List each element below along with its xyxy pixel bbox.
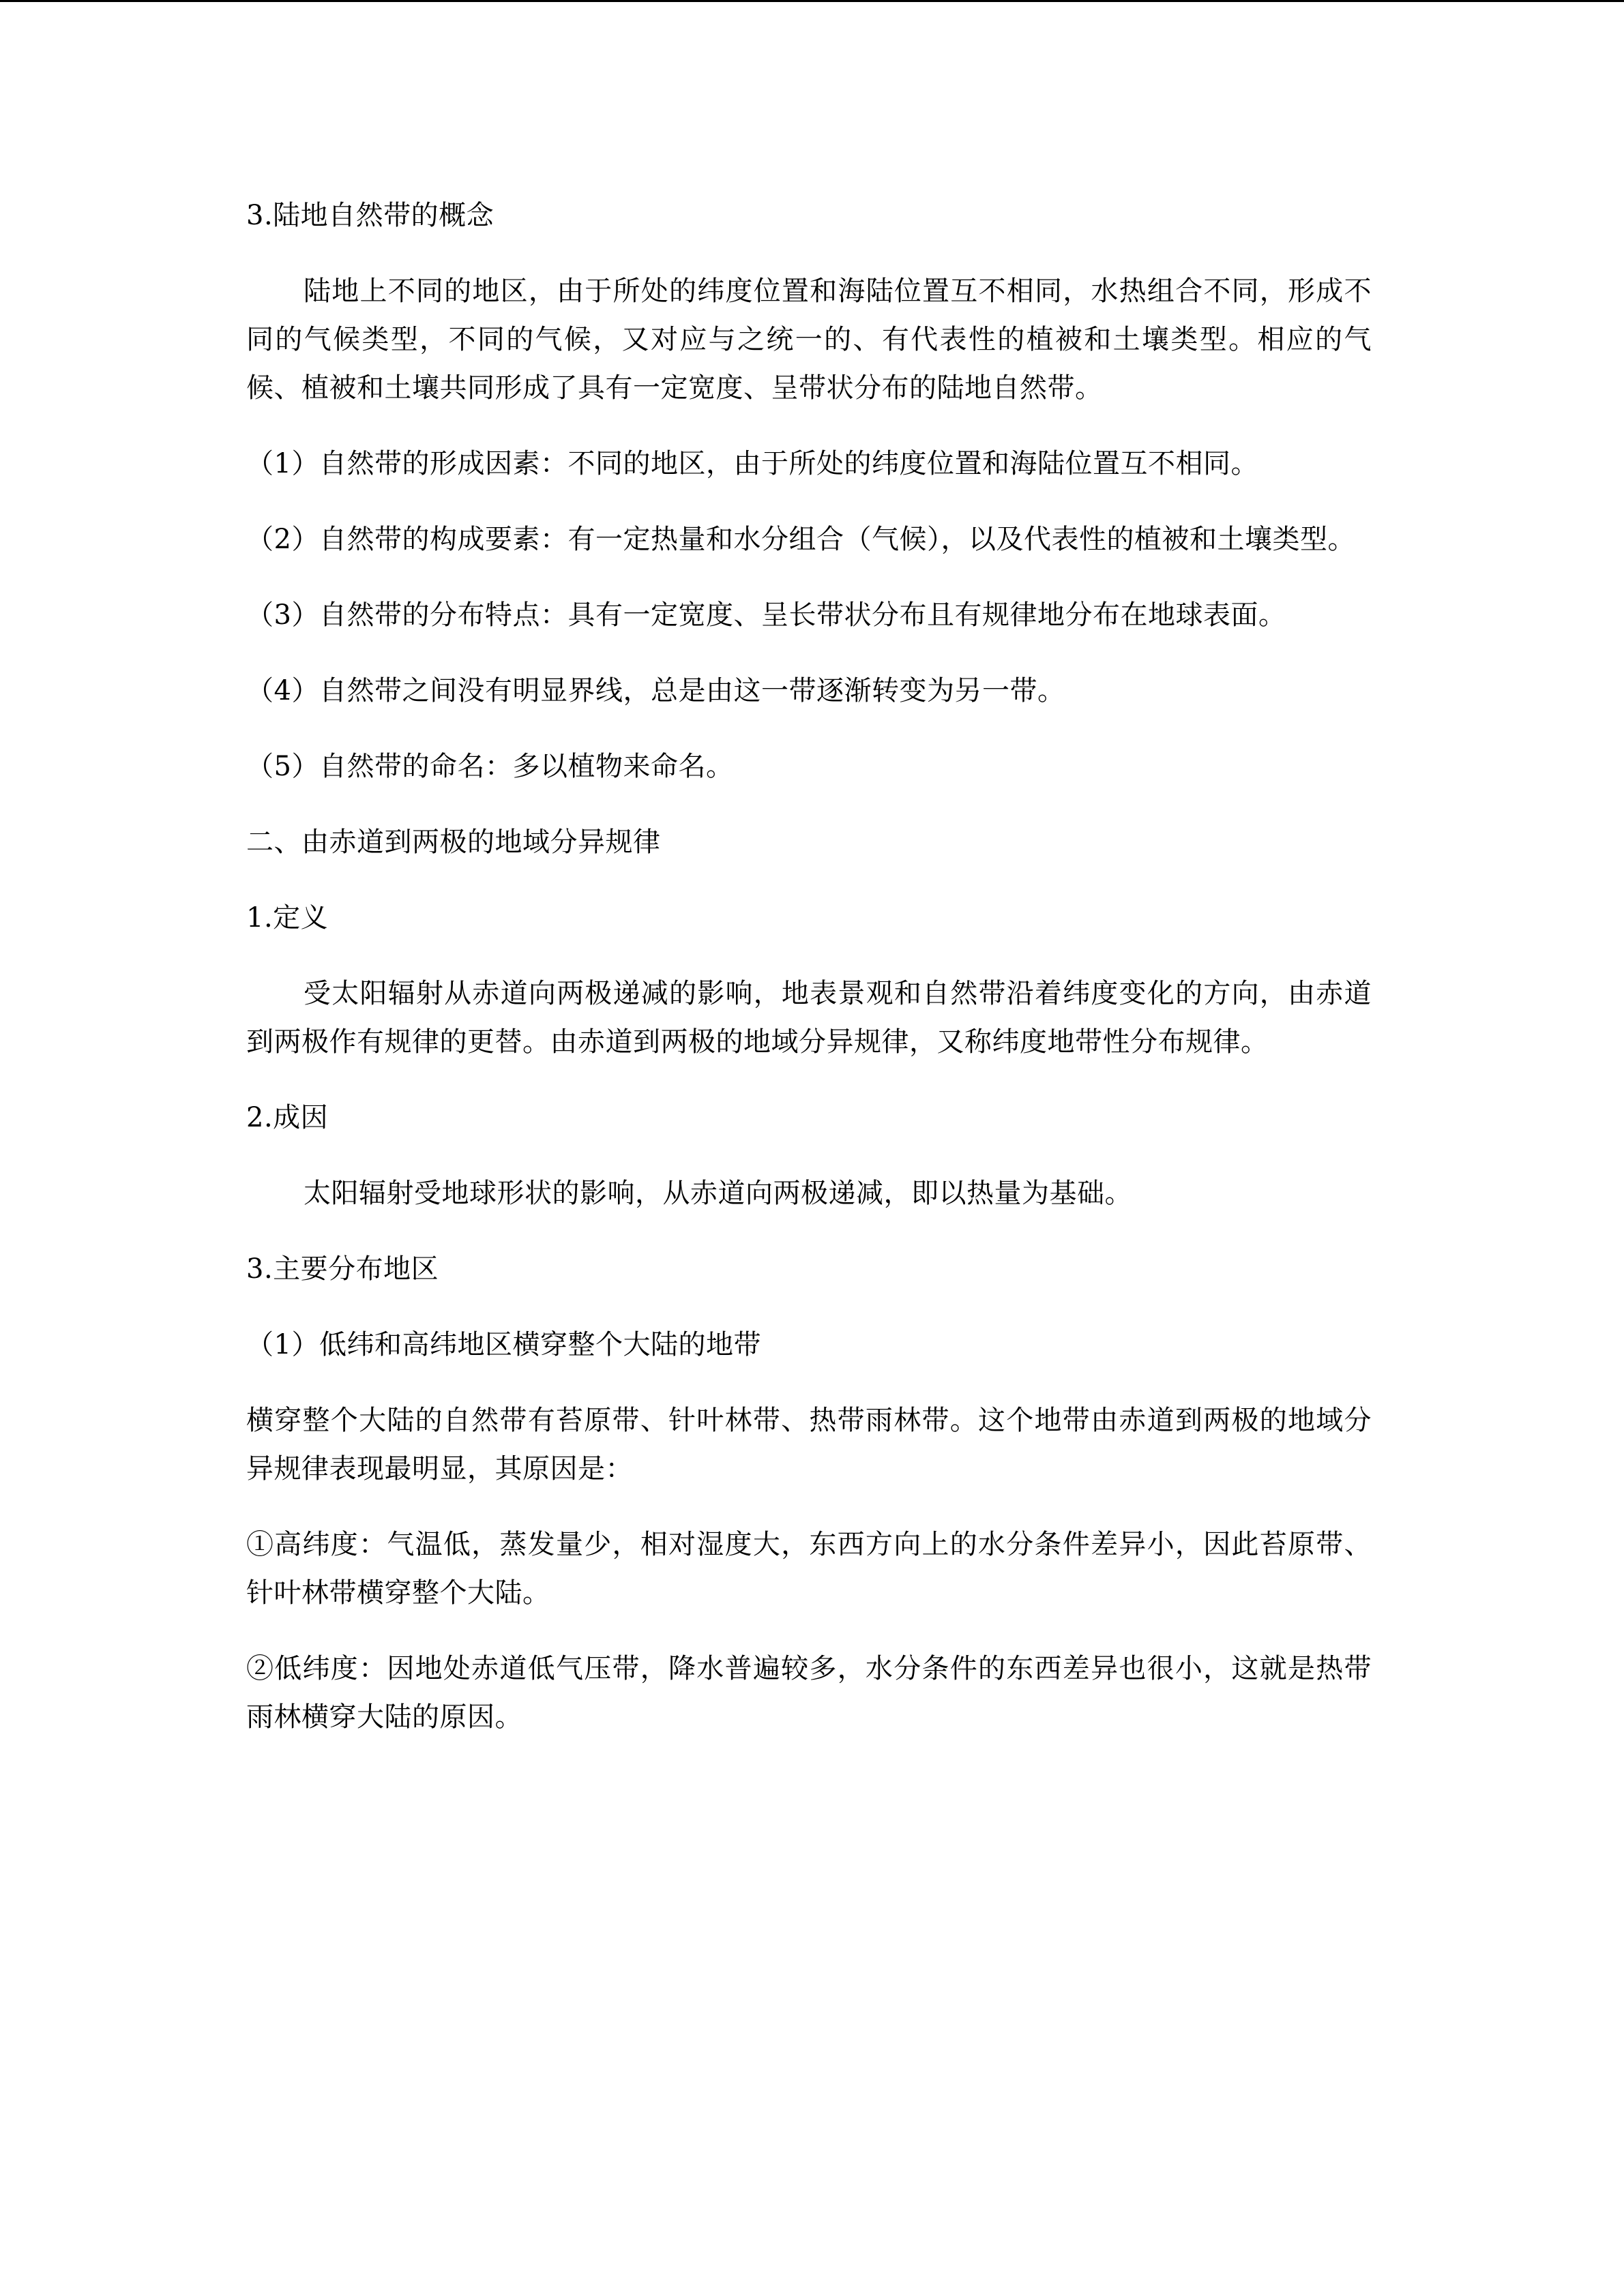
heading-land-natural-zone-concept: 3.陆地自然带的概念 — [246, 200, 494, 231]
paragraph-crossing-zones: 横穿整个大陆的自然带有苔原带、针叶林带、热带雨林带。这个地带由赤道到两极的地域分异规律表现最明显，其原因是： — [246, 1405, 1372, 1485]
list-item-low-high-latitude: （1）低纬和高纬地区横穿整个大陆的地带 — [246, 1329, 761, 1360]
list-item-naming: （5）自然带的命名：多以植物来命名。 — [246, 751, 734, 782]
subheading-main-regions: 3.主要分布地区 — [246, 1253, 439, 1285]
list-item-formation-factors: （1）自然带的形成因素：不同的地区，由于所处的纬度位置和海陆位置互不相同。 — [246, 448, 1258, 479]
paragraph-definition: 受太阳辐射从赤道向两极递减的影响，地表景观和自然带沿着纬度变化的方向，由赤道到两极作有规律的更替。由赤道到两极的地域分异规律，又称纬度地带性分布规律。 — [246, 978, 1372, 1058]
paragraph-cause: 太阳辐射受地球形状的影响，从赤道向两极递减，即以热量为基础。 — [304, 1178, 1132, 1209]
list-item-composition-elements: （2）自然带的构成要素：有一定热量和水分组合（气候），以及代表性的植被和土壤类型。 — [246, 524, 1355, 555]
subheading-definition: 1.定义 — [246, 902, 329, 934]
list-item-boundaries: （4）自然带之间没有明显界线，总是由这一带逐渐转变为另一带。 — [246, 675, 1065, 706]
list-item-high-latitude: ①高纬度：气温低，蒸发量少，相对湿度大，东西方向上的水分条件差异小，因此苔原带、针叶林带横穿整个大陆。 — [246, 1529, 1372, 1609]
document-body — [246, 192, 1372, 1769]
list-item-distribution-features: （3）自然带的分布特点：具有一定宽度、呈长带状分布且有规律地分布在地球表面。 — [246, 599, 1286, 631]
list-item-low-latitude: ②低纬度：因地处赤道低气压带，降水普遍较多，水分条件的东西差异也很小，这就是热带雨林横穿大陆的原因。 — [246, 1653, 1372, 1733]
subheading-cause: 2.成因 — [246, 1102, 329, 1133]
paragraph-concept-description: 陆地上不同的地区，由于所处的纬度位置和海陆位置互不相同，水热组合不同，形成不同的气候类型，不同的气候，又对应与之统一的、有代表性的植被和土壤类型。相应的气候、植被和土壤共同形成了具有一定宽度、呈带状分布的陆地自然带。 — [246, 275, 1372, 404]
section-heading-equator-to-poles: 二、由赤道到两极的地域分异规律 — [246, 826, 661, 858]
